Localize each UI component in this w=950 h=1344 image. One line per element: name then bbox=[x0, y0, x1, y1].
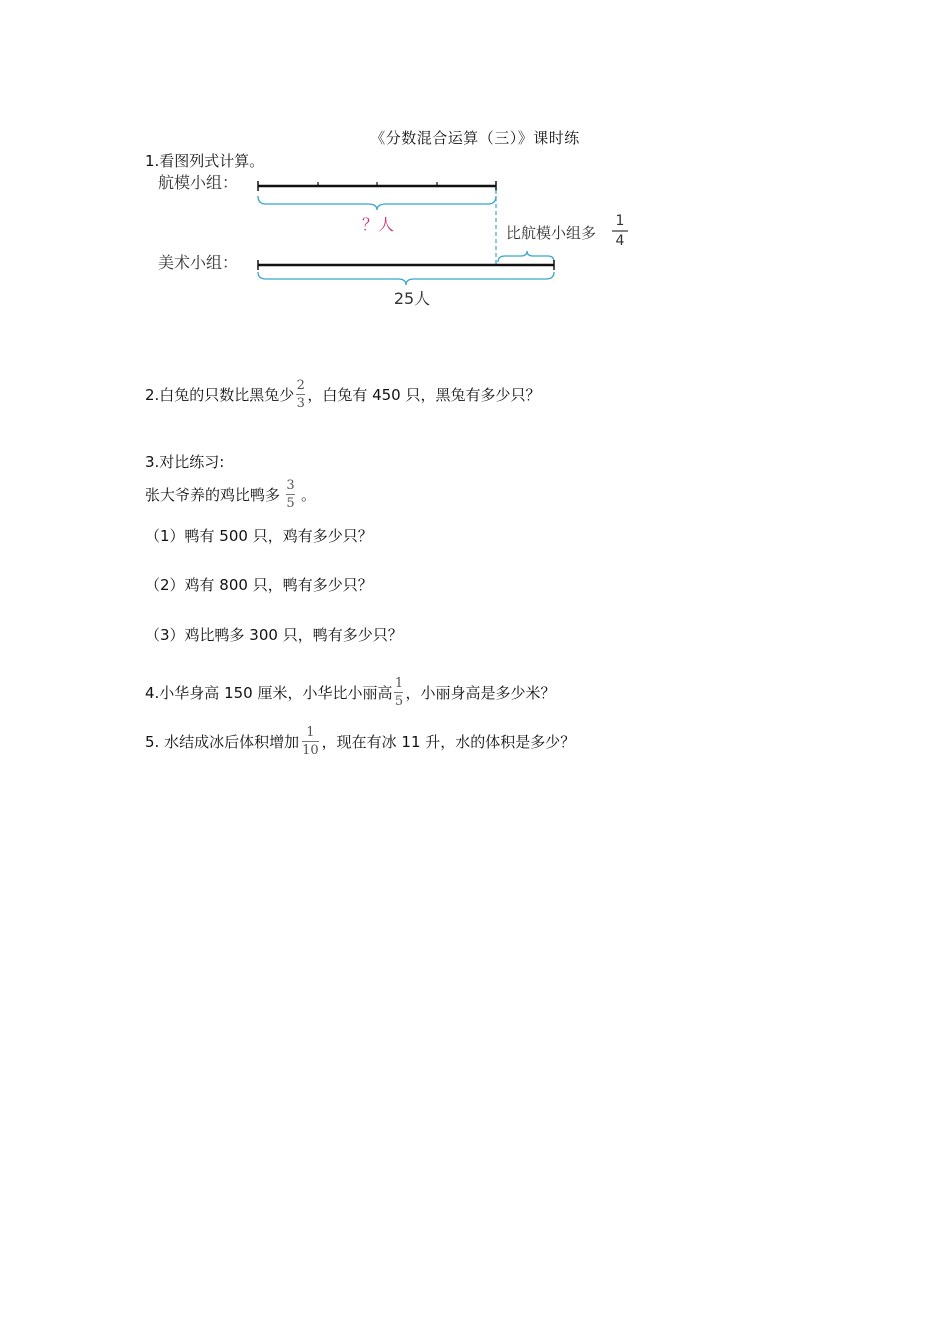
diagram-svg bbox=[150, 168, 650, 318]
page-title: 《分数混合运算（三）》课时练 bbox=[370, 129, 580, 147]
row2-label: 美术小组： bbox=[158, 253, 239, 272]
question-5-before: 5. 水结成冰后体积增加 bbox=[145, 733, 300, 751]
question-4-before: 4.小华身高 150 厘米，小华比小丽高 bbox=[145, 684, 393, 702]
question-3-heading bbox=[145, 451, 224, 472]
question-4-numerator: 1 bbox=[394, 676, 404, 691]
question-5-after: ，现在有冰 11 升，水的体积是多少？ bbox=[321, 733, 576, 751]
unknown-brace bbox=[258, 196, 496, 210]
question-2-before: 2.白兔的只数比黑兔少 bbox=[145, 386, 295, 404]
question-3-heading-text: 3.对比练习: bbox=[145, 453, 225, 471]
more-label: 比航模小组多 bbox=[506, 224, 597, 242]
question-3-sub-3 bbox=[145, 624, 403, 645]
question-3-numerator: 3 bbox=[286, 478, 295, 493]
fraction-bar bbox=[296, 394, 305, 395]
question-2-denominator: 3 bbox=[296, 396, 305, 411]
question-3-sub-2 bbox=[145, 574, 373, 595]
fraction-bar bbox=[286, 494, 295, 495]
question-5-denominator: 10 bbox=[302, 743, 319, 758]
question-5 bbox=[145, 725, 575, 758]
extra-brace bbox=[498, 251, 554, 262]
question-3-sub-2-text: （2）鸡有 800 只，鸭有多少只？ bbox=[145, 576, 373, 594]
question-3-sub-1 bbox=[145, 525, 373, 546]
total-brace bbox=[258, 272, 554, 285]
question-5-numerator: 1 bbox=[306, 725, 315, 740]
fraction-bar bbox=[302, 741, 319, 742]
question-2-fraction bbox=[296, 378, 305, 411]
question-3-intro-before: 张大爷养的鸡比鸭多 bbox=[145, 486, 281, 504]
line-segment-diagram bbox=[150, 168, 650, 318]
question-3-fraction bbox=[286, 478, 295, 511]
unknown-label: ？人 bbox=[362, 215, 395, 234]
question-2-numerator: 2 bbox=[296, 378, 305, 393]
question-4-after: ，小丽身高是多少米？ bbox=[405, 684, 556, 702]
question-3-intro bbox=[145, 478, 316, 511]
question-3-sub-1-text: （1）鸭有 500 只，鸡有多少只？ bbox=[145, 527, 373, 545]
question-4-denominator: 5 bbox=[394, 694, 404, 709]
question-2-after: ，白兔有 450 只，黑兔有多少只？ bbox=[307, 386, 541, 404]
question-3-intro-after: 。 bbox=[301, 486, 317, 504]
row1-label: 航模小组： bbox=[158, 173, 239, 192]
question-4-fraction bbox=[394, 676, 403, 709]
question-2 bbox=[145, 378, 540, 411]
question-3-denominator: 5 bbox=[286, 496, 295, 511]
more-fraction-denominator: 4 bbox=[615, 233, 625, 249]
question-5-fraction bbox=[302, 725, 319, 758]
question-4 bbox=[145, 676, 556, 709]
total-label: 25人 bbox=[393, 289, 431, 308]
question-1-text: 1.看图列式计算。 bbox=[145, 152, 265, 170]
question-3-sub-3-text: （3）鸡比鸭多 300 只，鸭有多少只？ bbox=[145, 626, 403, 644]
more-fraction-numerator: 1 bbox=[615, 213, 625, 229]
fraction-bar bbox=[394, 692, 403, 693]
